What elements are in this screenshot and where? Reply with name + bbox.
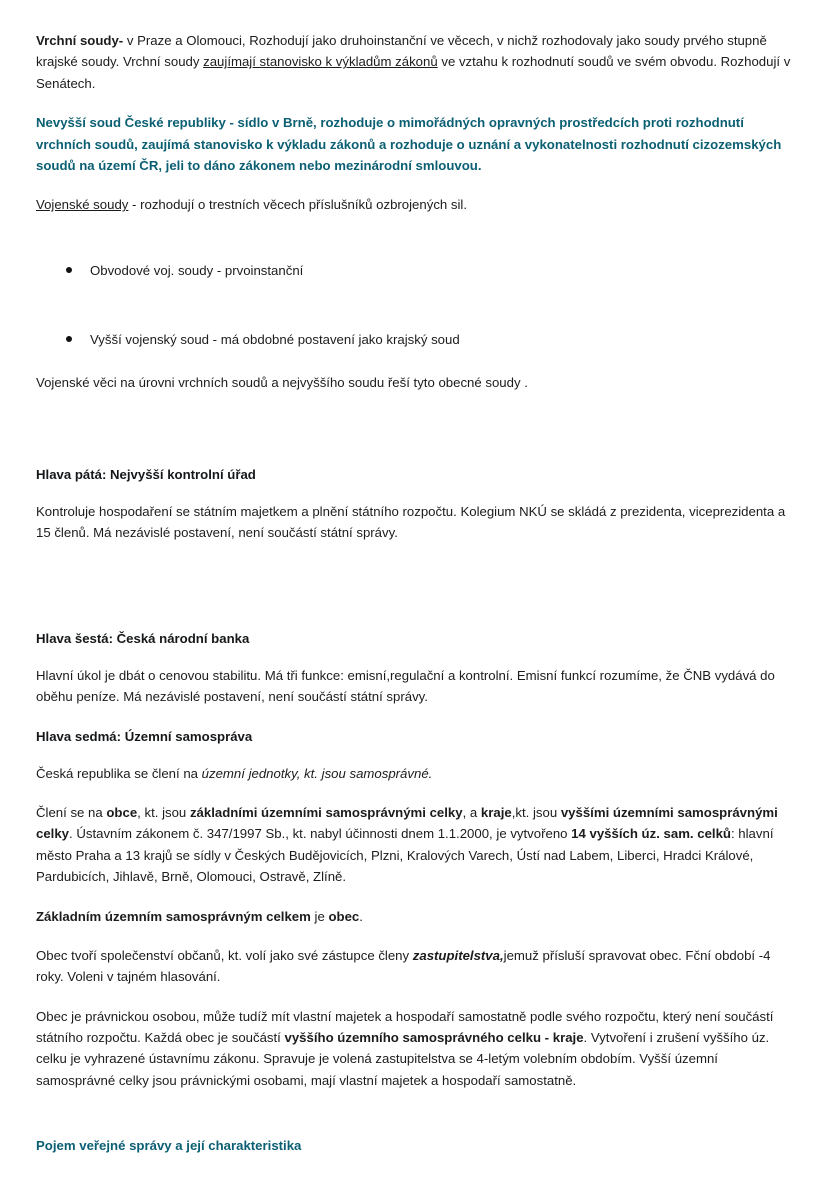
spacer (36, 1109, 792, 1135)
uzemni-jednotky-italic: územní jednotky, kt. jsou samosprávné. (201, 765, 433, 781)
list-item: Obvodové voj. soudy - prvoinstanční (56, 260, 792, 281)
heading-hlava-sesta: Hlava šestá: Česká národní banka (36, 630, 250, 646)
cleni-b4: vyššími územními samosprávnými celky (36, 805, 778, 842)
zakladnim-t2: . (359, 908, 363, 924)
vrchni-soudy-text-2: ve vztahu k rozhodnutí soudů ve svém obvodu. Rozhodují v Senátech. (36, 54, 791, 91)
cleni-b3: kraje (480, 805, 512, 820)
paragraph-vrchni-soudy (36, 30, 792, 94)
cleni-t6: : hlavní město Praha a 13 krajů se sídly v Českých Budějovicích, Plzni, Kralových Varech, Ústí nad Labem, Liberci, Hradci Králové, Pardubicích, Jihlavě, Brně, Olomouci, Ostravě, Zlíně. (36, 826, 774, 885)
spacer (36, 412, 792, 464)
cleni-t4: ,kt. jsou (511, 805, 561, 820)
paragraph-nejvyssi-soud: Nevyšší soud České republiky - sídlo v Brně, rozhoduje o mimořádných opravných prostředcích proti rozhodnutí vrchních soudů, zaujímá stanovisko k výkladu zákonů a rozhoduje o uznání a vykonatelnosti rozhodnutí cizozemských soudů na území ČR, jeli to dáno zákonem nebo mezinárodní smlouvou. (36, 115, 782, 173)
paragraph-hlava-pata: Kontroluje hospodaření se státním majetkem a plnění státního rozpočtu. Kolegium NKÚ se skládá z prezidenta, viceprezidenta a 15 členů. Má nezávislé postavení, není součástí státní správy. (36, 503, 786, 541)
obec-tvori-t1: Obec tvoří společenství občanů, kt. volí jako své zástupce členy (36, 947, 413, 963)
vojenske-soudy-text: - rozhodují o trestních věcech příslušníků ozbrojených sil. (128, 197, 468, 213)
cleni-t2: , kt. jsou (137, 805, 190, 820)
zakladnim-t1: je (310, 908, 329, 924)
military-courts-list (36, 260, 792, 351)
list-item: Vyšší vojenský soud - má obdobné postavení jako krajský soud (56, 329, 792, 350)
obec-pravnicka-t1: Obec je právnickou osobou, může tudíž mít vlastní majetek a hospodaří samostatně podle svého rozpočtu, který není součástí státního rozpočtu. Každá obec je součástí (36, 1008, 774, 1045)
document-body (36, 30, 792, 1157)
obec-pravnicka-t2: . Vytvoření i zrušení vyššího úz. celku je vyhrazené ústavnímu zákonu. Spravuje je volená zastupitelstva se 4-letým volebním obdobím. Vyšší územní samosprávné celky jsou právnickými osobami, mají vlastní majetek a hospodaří samostatně. (36, 1030, 770, 1088)
cleni-b2: základními územními samosprávnými celky (189, 805, 463, 820)
paragraph-cleni (36, 802, 792, 888)
cleni-t1: Člení se na (36, 805, 107, 820)
vrchni-soudy-lead: Vrchní soudy- (36, 33, 124, 48)
paragraph-obec-tvori (36, 945, 792, 988)
obec-pravnicka-b1: vyššího územního samosprávného celku - kraje (284, 1030, 584, 1045)
obec-tvori-t2: jemuž přísluší spravovat obec. Fční období -4 roky. Voleni v tajném hlasování. (36, 947, 771, 985)
cleni-b1: obce (106, 805, 138, 820)
cleni-b5: 14 vyšších úz. sam. celků (571, 826, 731, 842)
zakladnim-b1: Základním územním samosprávným celkem (36, 908, 311, 924)
spacer (36, 234, 792, 260)
vrchni-soudy-underlined: zaujímají stanovisko k výkladům zákonů (203, 54, 438, 70)
cleni-t5: . Ústavním zákonem č. 347/1997 Sb., kt. nabyl účinnosti dnem 1.1.2000, je vytvořeno (69, 826, 572, 842)
vrchni-soudy-text-1: v Praze a Olomouci, Rozhodují jako druhoinstanční ve věcech, v nichž rozhodovaly jako soudy prvého stupně krajské soudy. Vrchní soudy (36, 33, 767, 70)
heading-hlava-sedma: Hlava sedmá: Územní samospráva (36, 728, 253, 744)
heading-hlava-pata: Hlava pátá: Nejvyšší kontrolní úřad (36, 466, 256, 482)
paragraph-zakladnim-celkem (36, 906, 792, 927)
vojenske-soudy-underlined: Vojenské soudy (36, 197, 129, 213)
paragraph-vojenske-soudy (36, 194, 792, 215)
heading-pojem-verejne-spravy: Pojem veřejné správy a její charakteristika (36, 1138, 302, 1154)
paragraph-obec-pravnicka (36, 1006, 792, 1092)
spacer (36, 562, 792, 628)
zakladnim-b2: obec (328, 908, 360, 924)
paragraph-hlava-sesta: Hlavní úkol je dbát o cenovou stabilitu. Má tři funkce: emisní,regulační a kontrolní. Emisní funkcí rozumíme, že ČNB vydává do oběhu peníze. Má nezávislé postavení, není součástí státní správy. (36, 667, 775, 705)
cleni-t3: , a (462, 805, 481, 820)
obec-tvori-bi1: zastupitelstva, (412, 947, 504, 963)
paragraph-uzemni-jednotky (36, 763, 792, 784)
uzemni-jednotky-lead: Česká republika se člení na (36, 765, 202, 781)
paragraph-after-bullets: Vojenské věci na úrovni vrchních soudů a nejvyššího soudu řeší tyto obecné soudy . (36, 375, 528, 391)
